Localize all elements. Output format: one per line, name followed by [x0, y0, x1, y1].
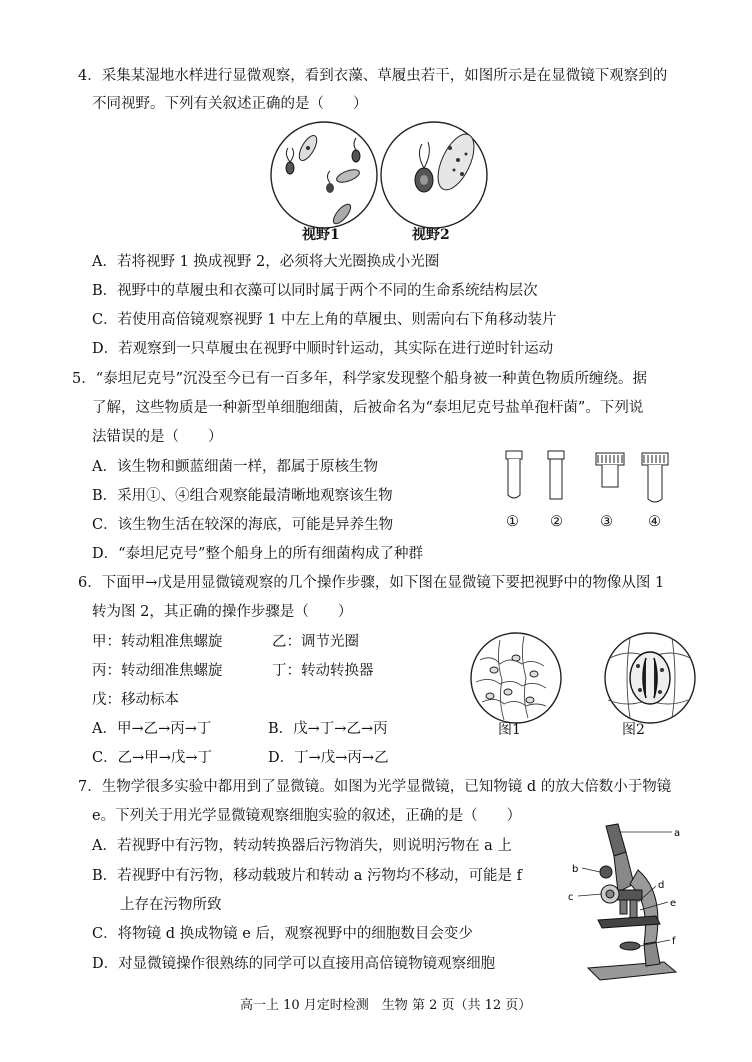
- q5-lens-label-1: ①: [506, 514, 519, 530]
- q4-stem-line2: 不同视野。下列有关叙述正确的是（ ）: [92, 96, 368, 112]
- q6-stem-line2: 转为图 2，其正确的操作步骤是（ ）: [92, 604, 353, 620]
- q6-option-a: A．甲→乙→丙→丁: [92, 721, 212, 737]
- q7-part-label-e: e: [670, 898, 677, 909]
- q5-stem-line3: 法错误的是（ ）: [92, 429, 223, 445]
- q7-option-b: B．若视野中有污物，移动载玻片和转动 a 污物均不移动，可能是 f: [92, 868, 522, 884]
- q5-lens-label-3: ③: [600, 514, 613, 530]
- q7-part-label-a: a: [674, 828, 681, 839]
- q5-lenses-figure: [494, 447, 674, 509]
- q7-microscope-figure: [560, 822, 690, 984]
- q7-part-label-b: b: [572, 864, 579, 875]
- q6-stem-line1: 6．下面甲→戊是用显微镜观察的几个操作步骤，如下图在显微镜下要把视野中的物像从图 1: [78, 575, 665, 591]
- q4-option-a: A．若将视野 1 换成视野 2，必须将大光圈换成小光圈: [92, 254, 440, 270]
- q7-stem-line2: e。下列关于用光学显微镜观察细胞实验的叙述，正确的是（ ）: [92, 808, 522, 824]
- q4-option-d: D．若观察到一只草履虫在视野中顺时针运动，其实际在进行逆时针运动: [92, 341, 554, 357]
- q4-option-c: C．若使用高倍镜观察视野 1 中左上角的草履虫、则需向右下角移动装片: [92, 312, 557, 328]
- q5-option-c: C．该生物生活在较深的海底，可能是异养生物: [92, 517, 394, 533]
- q4-field1-label: 视野1: [302, 227, 340, 243]
- q5-stem-line1: 5．“泰坦尼克号”沉没至今已有一百多年，科学家发现整个船身被一种黄色物质所缠绕。据: [72, 371, 648, 387]
- page-footer: 高一上 10 月定时检测 生物 第 2 页（共 12 页）: [240, 998, 532, 1013]
- q7-option-c: C．将物镜 d 换成物镜 e 后，观察视野中的细胞数目会变少: [92, 926, 473, 942]
- q7-option-d: D．对显微镜操作很熟练的同学可以直接用高倍镜物镜观察细胞: [92, 956, 496, 972]
- q6-fig2-label: 图2: [622, 722, 645, 738]
- q4-stem-line1: 4．采集某湿地水样进行显微观察，看到衣藻、草履虫若干，如图所示是在显微镜下观察到的: [78, 68, 668, 84]
- q7-part-label-d: d: [658, 880, 665, 891]
- q7-option-b-cont: 上存在污物所致: [120, 897, 222, 913]
- q6-option-d: D．丁→戊→丙→乙: [268, 750, 389, 766]
- q7-option-a: A．若视野中有污物，转动转换器后污物消失，则说明污物在 a 上: [92, 838, 512, 854]
- q4-option-b: B．视野中的草履虫和衣藻可以同时属于两个不同的生命系统结构层次: [92, 283, 538, 299]
- q7-stem-line1: 7．生物学很多实验中都用到了显微镜。如图为光学显微镜，已知物镜 d 的放大倍数小于物镜: [78, 779, 672, 795]
- q5-option-b: B．采用①、④组合观察能最清晰地观察该生物: [92, 488, 393, 504]
- q6-step-jia: 甲：转动粗准焦螺旋: [92, 634, 223, 650]
- q6-cell-view-figure: [460, 630, 702, 726]
- q6-option-b: B．戊→丁→乙→丙: [268, 721, 388, 737]
- q6-step-yi: 乙：调节光圈: [272, 634, 359, 650]
- q6-option-c: C．乙→甲→戊→丁: [92, 750, 213, 766]
- q5-lens-label-4: ④: [648, 514, 661, 530]
- q6-step-wu: 戊：移动标本: [92, 692, 179, 708]
- q7-part-label-f: f: [672, 936, 676, 947]
- q6-step-ding: 丁：转动转换器: [272, 663, 374, 679]
- q5-lens-label-2: ②: [550, 514, 563, 530]
- q5-option-a: A．该生物和颤蓝细菌一样，都属于原核生物: [92, 459, 378, 475]
- q5-stem-line2: 了解，这些物质是一种新型单细胞细菌，后被命名为“泰坦尼克号盐单孢杆菌”。下列说: [92, 400, 644, 416]
- q5-option-d: D．“泰坦尼克号”整个船身上的所有细菌构成了种群: [92, 546, 423, 562]
- q6-fig1-label: 图1: [498, 722, 521, 738]
- q7-part-label-c: c: [568, 892, 574, 903]
- q4-field2-label: 视野2: [412, 227, 450, 243]
- q6-step-bing: 丙：转动细准焦螺旋: [92, 663, 223, 679]
